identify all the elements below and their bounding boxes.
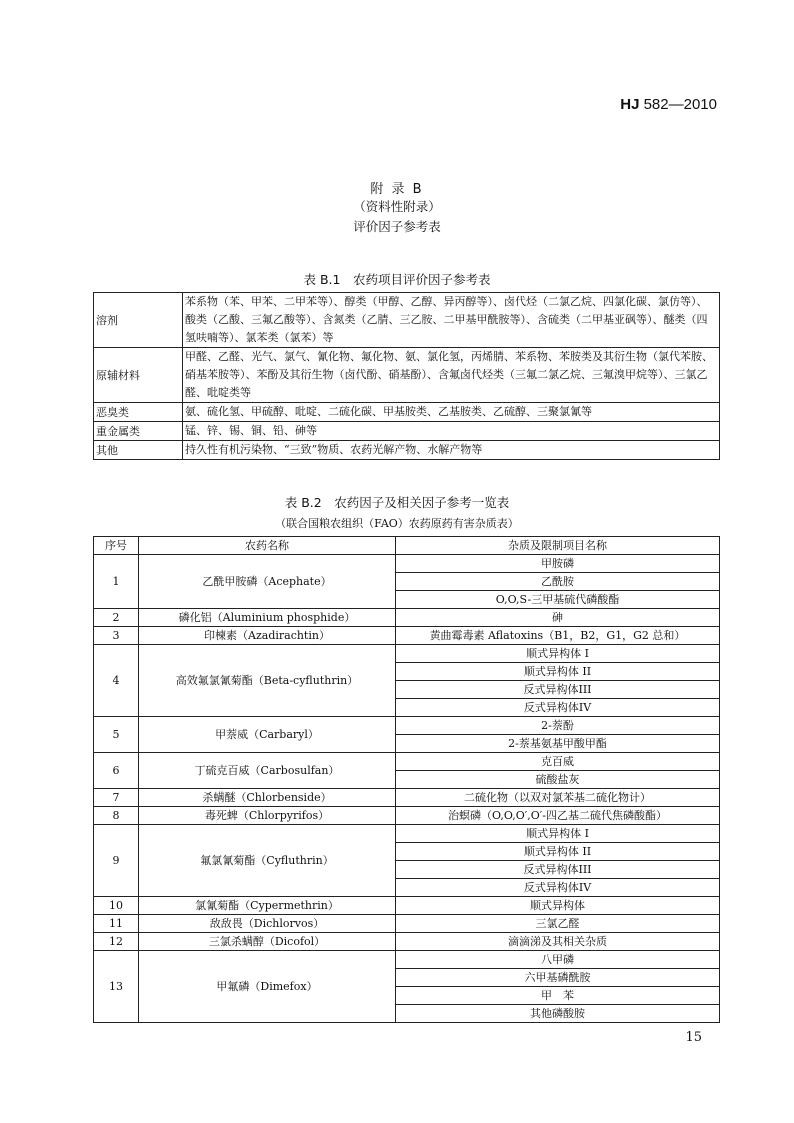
impurity-item: 治螟磷（O,O,O′,O′-四乙基二硫代焦磷酸酯） <box>396 807 720 825</box>
category-cell: 其他 <box>94 441 183 460</box>
category-cell: 原辅材料 <box>94 348 183 403</box>
pesticide-no: 11 <box>94 915 139 933</box>
pesticide-name: 甲萘威（Carbaryl） <box>139 717 396 753</box>
table2-row <box>94 789 720 807</box>
table2-row <box>94 807 720 825</box>
pesticide-no: 12 <box>94 933 139 951</box>
pesticide-name: 三氯杀螨醇（Dicofol） <box>139 933 396 951</box>
table2-row <box>94 915 720 933</box>
table2-caption: 表 B.2 农药因子及相关因子参考一览表 <box>284 495 510 510</box>
impurity-item: 甲 苯 <box>396 987 720 1005</box>
table2-row <box>94 897 720 915</box>
header-no: 序号 <box>94 537 139 555</box>
pesticide-name: 氟氯氰菊酯（Cyfluthrin） <box>139 825 396 897</box>
impurity-item: 反式异构体III <box>396 861 720 879</box>
table1-row <box>94 441 720 460</box>
pesticide-name: 高效氟氯氰菊酯（Beta-cyfluthrin） <box>139 645 396 717</box>
pesticide-no: 5 <box>94 717 139 753</box>
pesticide-no: 4 <box>94 645 139 717</box>
content-cell: 甲醛、乙醛、光气、氯气、氰化物、氟化物、氨、氯化氢，丙烯腈、苯系物、苯胺类及其衍生物（氯代苯胺、硝基苯胺等）、苯酚及其衍生物（卤代酚、硝基酚）、含氟卤代烃类（三氟二氯乙烷、三氟溴甲烷等）、三氯乙醛、吡啶类等 <box>183 348 720 403</box>
impurity-item: 顺式异构体 I <box>396 645 720 663</box>
content-cell: 持久性有机污染物、“三致”物质、农药光解产物、水解产物等 <box>183 441 720 460</box>
pesticide-no: 7 <box>94 789 139 807</box>
pesticide-no: 1 <box>94 555 139 609</box>
pesticide-name: 丁硫克百威（Carbosulfan） <box>139 753 396 789</box>
category-cell: 重金属类 <box>94 422 183 441</box>
page-number: 15 <box>685 1030 702 1045</box>
pesticide-name: 毒死蜱（Chlorpyrifos） <box>139 807 396 825</box>
impurity-item: 顺式异构体 II <box>396 663 720 681</box>
table1-row <box>94 403 720 422</box>
pesticide-no: 9 <box>94 825 139 897</box>
impurity-item: 2-萘基氨基甲酸甲酯 <box>396 735 720 753</box>
category-cell: 溶剂 <box>94 293 183 348</box>
table2-row <box>94 753 720 771</box>
impurity-item: 反式异构体III <box>396 681 720 699</box>
pesticide-name: 印楝素（Azadirachtin） <box>139 627 396 645</box>
header-impurity: 杂质及限制项目名称 <box>396 537 720 555</box>
pesticide-no: 8 <box>94 807 139 825</box>
table1 <box>93 292 720 460</box>
table2-subtitle: （联合国粮农组织（FAO）农药原药有害杂质表） <box>275 517 519 530</box>
table2-row <box>94 717 720 735</box>
impurity-item: 八甲磷 <box>396 951 720 969</box>
appendix-name: 评价因子参考表 <box>353 219 441 234</box>
table2-row <box>94 627 720 645</box>
table1-row <box>94 293 720 348</box>
impurity-item: 顺式异构体 II <box>396 843 720 861</box>
impurity-item: 乙酰胺 <box>396 573 720 591</box>
impurity-item: 反式异构体IV <box>396 879 720 897</box>
impurity-item: O,O,S-三甲基硫代磷酸酯 <box>396 591 720 609</box>
impurity-item: 黄曲霉毒素 Aflatoxins（B1，B2，G1，G2 总和） <box>396 627 720 645</box>
appendix-type: （资料性附录） <box>353 199 441 214</box>
pesticide-name: 杀螨醚（Chlorbenside） <box>139 789 396 807</box>
table1-row <box>94 348 720 403</box>
impurity-item: 顺式异构体 <box>396 897 720 915</box>
content-cell: 氨、硫化氢、甲硫醇、吡啶、二硫化碳、甲基胺类、乙基胺类、乙硫醇、三聚氯氰等 <box>183 403 720 422</box>
impurity-item: 顺式异构体 I <box>396 825 720 843</box>
pesticide-no: 2 <box>94 609 139 627</box>
table2-row <box>94 555 720 573</box>
pesticide-name: 磷化铝（Aluminium phosphide） <box>139 609 396 627</box>
std-prefix: HJ <box>620 96 640 113</box>
pesticide-name: 氯氰菊酯（Cypermethrin） <box>139 897 396 915</box>
header-name: 农药名称 <box>139 537 396 555</box>
impurity-item: 反式异构体IV <box>396 699 720 717</box>
pesticide-no: 13 <box>94 951 139 1023</box>
table1-caption: 表 B.1 农药项目评价因子参考表 <box>303 272 491 287</box>
table2-header-row <box>94 537 720 555</box>
pesticide-no: 6 <box>94 753 139 789</box>
content-cell: 苯系物（苯、甲苯、二甲苯等）、醇类（甲醇、乙醇、异丙醇等）、卤代烃（二氯乙烷、四氯化碳、氯仿等）、酸类（乙酸、三氟乙酸等）、含氮类（乙腈、三乙胺、二甲基甲酰胺等）、含硫类（二甲基亚砜等）、醚类（四氢呋喃等）、氯苯类（氯苯）等 <box>183 293 720 348</box>
category-cell: 恶臭类 <box>94 403 183 422</box>
pesticide-no: 10 <box>94 897 139 915</box>
table2-row <box>94 645 720 663</box>
table2-row <box>94 825 720 843</box>
pesticide-no: 3 <box>94 627 139 645</box>
appendix-title: 附 录 B <box>370 182 424 197</box>
table1-row <box>94 422 720 441</box>
standard-code <box>620 96 717 113</box>
impurity-item: 2-萘酚 <box>396 717 720 735</box>
table2 <box>93 536 720 1023</box>
impurity-item: 克百威 <box>396 753 720 771</box>
impurity-item: 二硫化物（以双对氯苯基二硫化物计） <box>396 789 720 807</box>
impurity-item: 滴滴涕及其相关杂质 <box>396 933 720 951</box>
impurity-item: 三氯乙醛 <box>396 915 720 933</box>
impurity-item: 硫酸盐灰 <box>396 771 720 789</box>
pesticide-name: 甲氟磷（Dimefox） <box>139 951 396 1023</box>
content-cell: 锰、锌、锡、铜、铅、砷等 <box>183 422 720 441</box>
pesticide-name: 敌敌畏（Dichlorvos） <box>139 915 396 933</box>
impurity-item: 甲胺磷 <box>396 555 720 573</box>
table2-row <box>94 609 720 627</box>
table2-row <box>94 933 720 951</box>
impurity-item: 其他磷酸胺 <box>396 1005 720 1023</box>
std-number: 582—2010 <box>643 96 717 113</box>
table2-row <box>94 951 720 969</box>
impurity-item: 砷 <box>396 609 720 627</box>
pesticide-name: 乙酰甲胺磷（Acephate） <box>139 555 396 609</box>
impurity-item: 六甲基磷酰胺 <box>396 969 720 987</box>
